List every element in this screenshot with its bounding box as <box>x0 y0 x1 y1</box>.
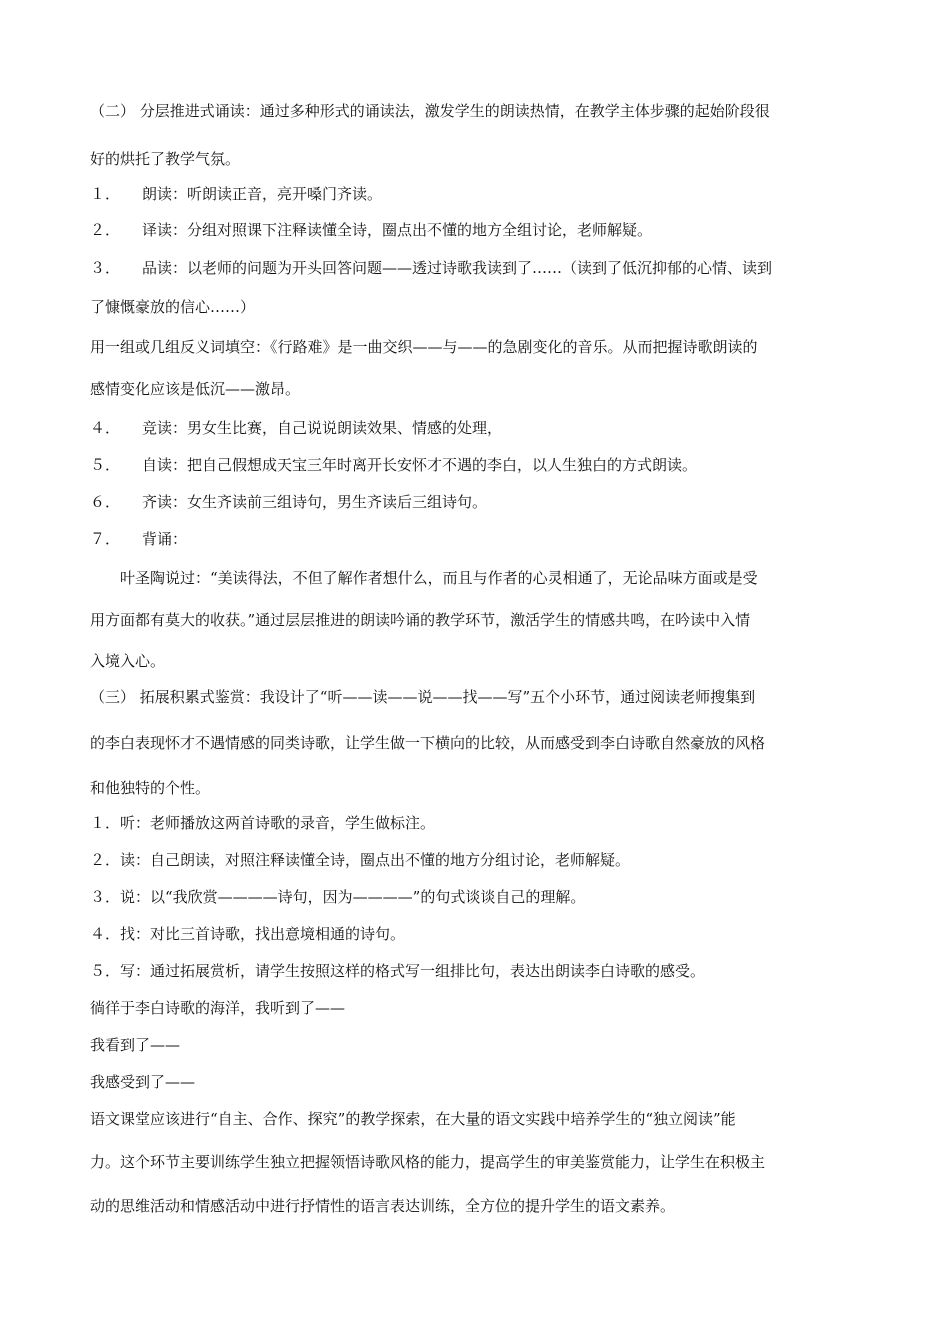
item-text: 译读：分组对照课下注释读懂全诗，圈点出不懂的地方全组讨论，老师解疑。 <box>142 221 653 239</box>
item-text: 朗读：听朗读正音，亮开嗓门齐读。 <box>142 185 383 203</box>
section-3-heading-cont-2: 和他独特的个性。 <box>90 779 211 797</box>
list-item <box>90 184 870 204</box>
item-number: １． <box>90 185 121 203</box>
list-item <box>90 258 870 278</box>
section-2-label: （二） <box>90 102 136 120</box>
item-number: ３． <box>90 259 121 277</box>
item-number: ５． <box>90 456 121 474</box>
section-3-heading <box>90 687 870 707</box>
quote-line-1: 叶圣陶说过：“美读得法，不但了解作者想什么，而且与作者的心灵相通了，无论品味方面或是受 <box>120 569 758 587</box>
step-item: １．听：老师播放这两首诗歌的录音，学生做标注。 <box>90 814 436 832</box>
item-number: ７． <box>90 530 121 548</box>
step-item: ５．写：通过拓展赏析，请学生按照这样的格式写一组排比句，表达出朗读李白诗歌的感受。 <box>90 962 706 980</box>
conclusion-line-3: 动的思维活动和情感活动中进行抒情性的语言表达训练，全方位的提升学生的语文素养。 <box>90 1197 676 1215</box>
list-item <box>90 455 870 475</box>
fill-blank-line-2: 感情变化应该是低沉——激昂。 <box>90 380 301 398</box>
step-item: ３．说：以“我欣赏————诗句，因为————”的句式谈谈自己的理解。 <box>90 888 586 906</box>
section-3-label: （三） <box>90 688 136 706</box>
item-number: ６． <box>90 493 121 511</box>
example-line-1: 徜徉于李白诗歌的海洋，我听到了—— <box>90 999 346 1017</box>
item-text: 品读：以老师的问题为开头回答问题——透过诗歌我读到了……（读到了低沉抑郁的心情、读到 <box>142 259 773 277</box>
list-item <box>90 220 870 240</box>
quote-line-2: 用方面都有莫大的收获。”通过层层推进的朗读吟诵的教学环节，激活学生的情感共鸣，在吟读中入情 <box>90 611 751 629</box>
item-text: 竞读：男女生比赛，自己说说朗读效果、情感的处理， <box>142 419 503 437</box>
item-text: 自读：把自己假想成天宝三年时离开长安怀才不遇的李白，以人生独白的方式朗读。 <box>142 456 698 474</box>
item-3-cont: 了慷慨豪放的信心……） <box>90 298 256 316</box>
step-item: ４．找：对比三首诗歌，找出意境相通的诗句。 <box>90 925 406 943</box>
section-3-heading-text: 拓展积累式鉴赏：我设计了“听——读——说——找——写”五个小环节，通过阅读老师搜集到 <box>135 688 756 706</box>
example-line-3: 我感受到了—— <box>90 1073 196 1091</box>
item-text: 齐读：女生齐读前三组诗句，男生齐读后三组诗句。 <box>142 493 488 511</box>
section-2-heading-cont: 好的烘托了教学气氛。 <box>90 150 241 168</box>
step-item: ２．读：自己朗读，对照注释读懂全诗，圈点出不懂的地方分组讨论，老师解疑。 <box>90 851 631 869</box>
list-item <box>90 418 870 438</box>
list-item <box>90 529 870 549</box>
section-2-heading-text: 分层推进式诵读：通过多种形式的诵读法，激发学生的朗读热情，在教学主体步骤的起始阶段很 <box>135 102 770 120</box>
conclusion-line-2: 力。这个环节主要训练学生独立把握领悟诗歌风格的能力，提高学生的审美鉴赏能力，让学生在积极主 <box>90 1153 766 1171</box>
section-2-heading <box>90 101 870 121</box>
conclusion-line-1: 语文课堂应该进行“自主、合作、探究”的教学探索，在大量的语文实践中培养学生的“独立阅读”能 <box>90 1110 736 1128</box>
example-line-2: 我看到了—— <box>90 1036 181 1054</box>
item-number: ２． <box>90 221 121 239</box>
item-number: ４． <box>90 419 121 437</box>
item-text: 背诵： <box>142 530 188 548</box>
list-item <box>90 492 870 512</box>
fill-blank-line-1: 用一组或几组反义词填空：《行路难》是一曲交织——与——的急剧变化的音乐。从而把握诗歌朗读的 <box>90 338 758 356</box>
section-3-heading-cont-1: 的李白表现怀才不遇情感的同类诗歌，让学生做一下横向的比较，从而感受到李白诗歌自然豪放的风格 <box>90 734 766 752</box>
quote-line-3: 入境入心。 <box>90 652 166 670</box>
